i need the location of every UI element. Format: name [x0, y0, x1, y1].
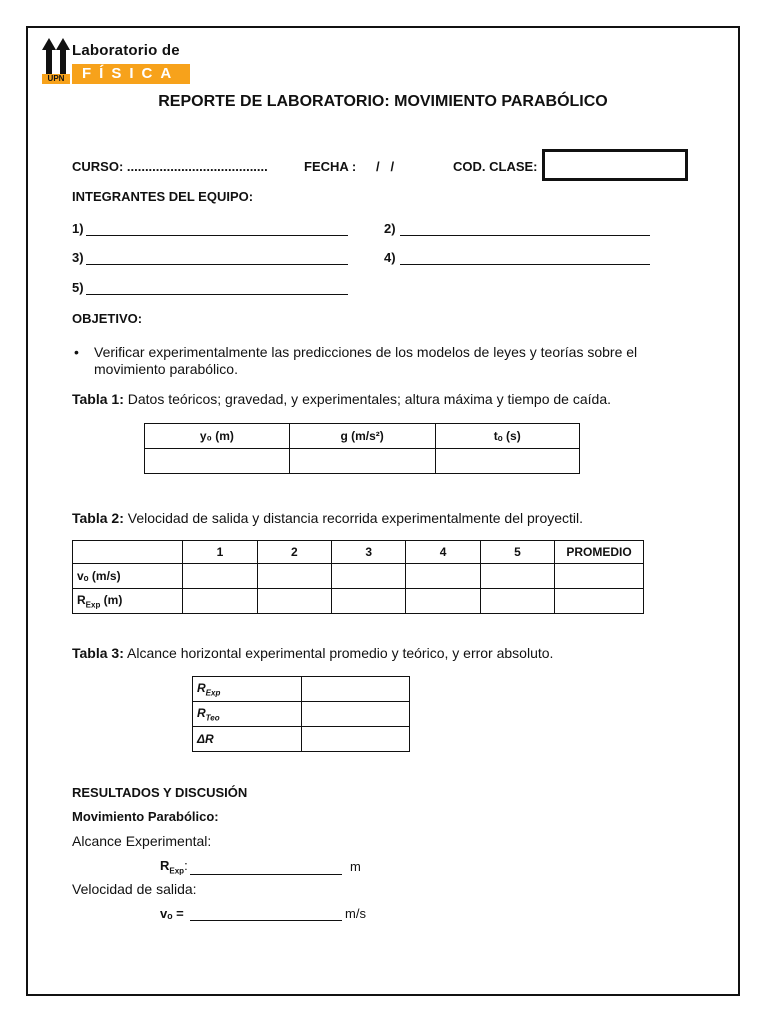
t3-rexp-main: R — [197, 680, 206, 695]
table2-rexp-1[interactable] — [183, 589, 257, 614]
objective-text-1: Verificar experimentalmente las predicciones de los modelos de leyes y teorías sobre el — [94, 344, 638, 360]
table2-vo-1[interactable] — [183, 564, 257, 589]
member-5-line[interactable] — [86, 294, 348, 295]
table1-caption-text: Datos teóricos; gravedad, y experimentales; altura máxima y tiempo de caída. — [123, 391, 611, 407]
table3 — [192, 676, 410, 752]
table2-header-promedio: PROMEDIO — [555, 541, 644, 564]
team-heading: INTEGRANTES DEL EQUIPO: — [72, 189, 254, 204]
member-5-label: 5) — [72, 280, 84, 295]
table2-header-3: 3 — [331, 541, 405, 564]
curso-label: CURSO: ....................................... — [72, 159, 268, 174]
member-1-line[interactable] — [86, 235, 348, 236]
table2-rexp-2[interactable] — [257, 589, 331, 614]
table1-header-y0: y₀ (m) — [145, 424, 290, 449]
table3-rexp-value[interactable] — [302, 677, 410, 702]
page-title: REPORTE DE LABORATORIO: MOVIMIENTO PARABÓLICO — [158, 93, 608, 110]
t3-rteo-sub: Teo — [205, 713, 220, 723]
rexp-result-line[interactable] — [190, 874, 342, 875]
cod-clase-box[interactable] — [542, 149, 688, 181]
fecha-label: FECHA : — [304, 159, 357, 174]
member-2-label: 2) — [384, 221, 396, 236]
table2-rexp-4[interactable] — [406, 589, 480, 614]
table2-caption — [72, 510, 583, 526]
table1-caption — [72, 391, 611, 407]
member-3-line[interactable] — [86, 264, 348, 265]
rexp-result-main: R — [160, 858, 170, 873]
member-4-label: 4) — [384, 250, 396, 265]
rexp-result-label — [160, 858, 188, 876]
objective-heading: OBJETIVO: — [72, 311, 143, 326]
table1-cell-t0[interactable] — [435, 449, 579, 474]
table3-row-deltar-label: ΔR — [193, 727, 302, 752]
member-4-line[interactable] — [400, 264, 650, 265]
vo-result-label: vₒ = — [160, 906, 184, 921]
table2-rexp-promedio[interactable] — [555, 589, 644, 614]
logo-line2: FÍSICA — [72, 64, 190, 84]
rexp-sub: Exp — [85, 600, 101, 610]
t3-rteo-main: R — [197, 705, 206, 720]
table1-header-g: g (m/s²) — [289, 424, 435, 449]
table1 — [144, 423, 580, 474]
table2-rexp-3[interactable] — [331, 589, 405, 614]
objective-bullet: • — [74, 344, 79, 360]
table3-rteo-value[interactable] — [302, 702, 410, 727]
table2-row-vo-label: vₒ (m/s) — [73, 564, 183, 589]
results-heading: RESULTADOS Y DISCUSIÓN — [72, 785, 248, 800]
table2-vo-5[interactable] — [480, 564, 554, 589]
table3-caption-bold: Tabla 3: — [72, 645, 124, 661]
table1-header-t0: tₒ (s) — [435, 424, 579, 449]
logo-upn-text: UPN — [42, 74, 70, 84]
rexp-unit: (m) — [100, 592, 123, 607]
table2-caption-bold: Tabla 2: — [72, 510, 124, 526]
fecha-slashes: / / — [376, 159, 395, 174]
member-1-label: 1) — [72, 221, 84, 236]
rexp-result-sub: Exp — [169, 866, 185, 876]
table3-caption — [72, 645, 553, 661]
logo-line1: Laboratorio de — [72, 42, 180, 59]
table2-vo-promedio[interactable] — [555, 564, 644, 589]
rexp-main: R — [77, 592, 86, 607]
table2-caption-text: Velocidad de salida y distancia recorrida experimentalmente del proyectil. — [123, 510, 584, 526]
table3-row-rexp-label — [193, 677, 302, 702]
table2-header-1: 1 — [183, 541, 257, 564]
table2 — [72, 540, 644, 614]
member-3-label: 3) — [72, 250, 84, 265]
results-subheading: Movimiento Parabólico: — [72, 809, 219, 824]
table3-row-rteo-label — [193, 702, 302, 727]
table2-header-4: 4 — [406, 541, 480, 564]
table2-header-empty — [73, 541, 183, 564]
table1-caption-bold: Tabla 1: — [72, 391, 124, 407]
alcance-label: Alcance Experimental: — [72, 833, 212, 849]
vo-result-line[interactable] — [190, 920, 342, 921]
rexp-result-colon: : — [184, 858, 188, 873]
table2-row-rexp-label — [73, 589, 183, 614]
document-page — [26, 26, 740, 996]
objective-text-2: movimiento parabólico. — [94, 361, 238, 377]
table2-vo-4[interactable] — [406, 564, 480, 589]
rexp-result-unit: m — [350, 859, 361, 874]
vo-result-unit: m/s — [345, 906, 366, 921]
velocidad-label: Velocidad de salida: — [72, 881, 197, 897]
table1-cell-g[interactable] — [289, 449, 435, 474]
table1-cell-y0[interactable] — [145, 449, 290, 474]
table2-header-5: 5 — [480, 541, 554, 564]
table2-vo-2[interactable] — [257, 564, 331, 589]
cod-clase-label: COD. CLASE: — [453, 159, 538, 174]
table2-rexp-5[interactable] — [480, 589, 554, 614]
table2-vo-3[interactable] — [331, 564, 405, 589]
t3-rexp-sub: Exp — [205, 688, 221, 698]
table3-deltar-value[interactable] — [302, 727, 410, 752]
table2-header-2: 2 — [257, 541, 331, 564]
table3-caption-text: Alcance horizontal experimental promedio y teórico, y error absoluto. — [123, 645, 554, 661]
member-2-line[interactable] — [400, 235, 650, 236]
